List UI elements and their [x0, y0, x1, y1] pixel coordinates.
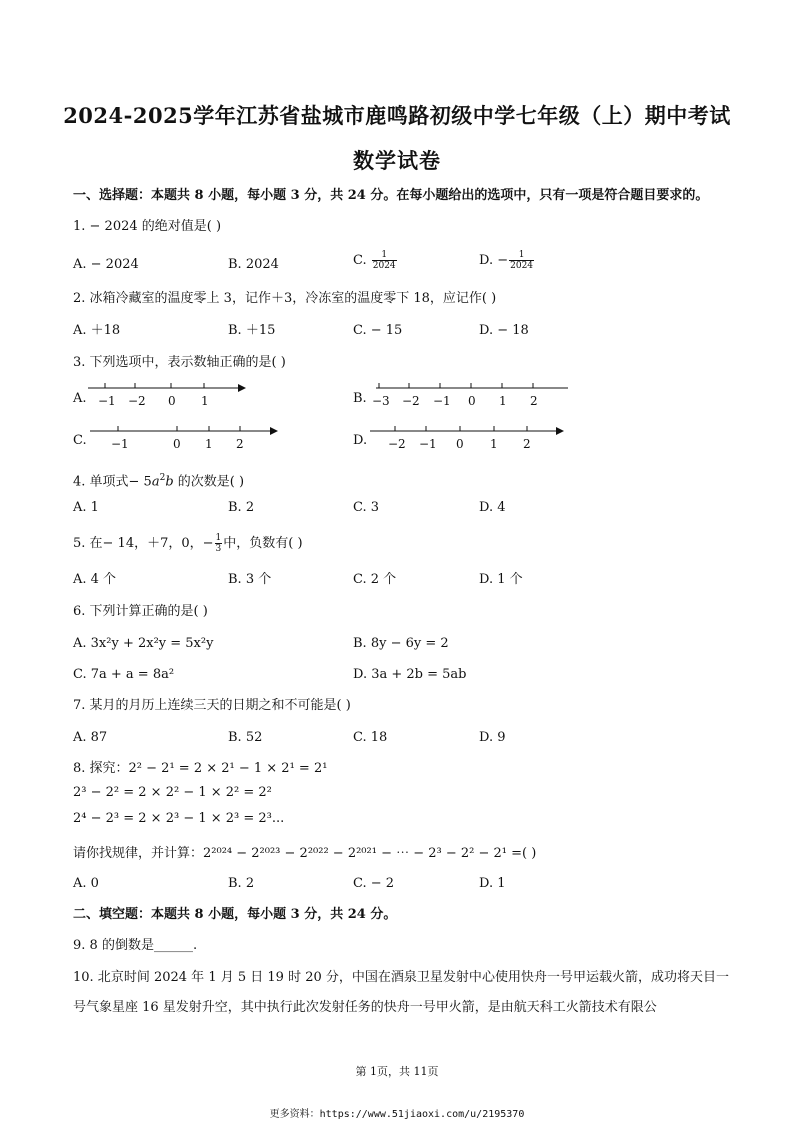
q4-stem-suffix: 的次数是( ) [173, 474, 245, 490]
q2-option-c: C. − 15 [353, 323, 403, 338]
q3-option-d-label: D. [353, 433, 368, 448]
exam-title: 2024-2025学年江苏省盐城市鹿鸣路初级中学七年级（上）期中考试 [63, 103, 731, 128]
tick-label: 0 [173, 437, 181, 451]
q7-option-d: D. 9 [479, 730, 506, 745]
arrow-head [556, 427, 564, 435]
section1-heading: 一、选择题：本题共 8 小题，每小题 3 分，共 24 分。在每小题给出的选项中，只有一项是符合题目要求的。 [73, 188, 709, 203]
tick-label: 0 [456, 437, 464, 451]
arrow-head [238, 384, 246, 392]
q5-option-b: B. 3 个 [228, 572, 272, 587]
q2-option-b: B. ＋15 [228, 323, 276, 338]
tick-label: 1 [205, 437, 213, 451]
q4-option-d: D. 4 [479, 500, 506, 515]
tick-label: −1 [98, 394, 116, 408]
exam-subtitle: 数学试卷 [353, 148, 441, 173]
tick-label: −1 [419, 437, 437, 451]
q1-option-d [479, 250, 535, 271]
q1-stem: 1. − 2024 的绝对值是( ) [73, 219, 222, 234]
tick-label: −3 [372, 394, 390, 408]
tick-label: −2 [402, 394, 420, 408]
q5-stem-suffix: 中，负数有( ) [223, 536, 303, 551]
q8-line3: 2⁴ − 2³ = 2 × 2³ − 1 × 2³ = 2³... [73, 811, 285, 826]
tick-label: −2 [388, 437, 406, 451]
q3-option-a-label: A. [73, 391, 87, 406]
q5-frac-num: 1 [215, 533, 222, 543]
q4-exponent: 2 [159, 473, 166, 483]
q4-option-c: C. 3 [353, 500, 380, 515]
q7-stem: 7. 某月的月历上连续三天的日期之和不可能是( ) [73, 698, 351, 713]
q5-frac-den: 3 [215, 544, 222, 554]
q1-option-c-prefix: C. [353, 253, 371, 268]
q3-number-line-b [372, 382, 571, 410]
q3-number-line-d [370, 425, 568, 453]
q4-stem [73, 469, 244, 491]
q4-var-a: a [151, 474, 160, 490]
q5-option-a: A. 4 个 [73, 572, 117, 587]
q6-option-c: C. 7a + a = 8a² [73, 667, 175, 682]
tick-label: −1 [433, 394, 451, 408]
q4-option-b: B. 2 [228, 500, 255, 515]
q5-fraction [215, 533, 223, 554]
q5-stem-prefix: 5. 在− 14，＋7，0，− [73, 536, 214, 551]
arrow-head [270, 427, 278, 435]
q1-option-b: B. 2024 [228, 257, 279, 272]
q1-option-d-den: 2024 [510, 261, 534, 271]
q6-stem: 6. 下列计算正确的是( ) [73, 604, 208, 619]
q3-option-c-label: C. [73, 433, 87, 448]
tick-label: 1 [201, 394, 209, 408]
q8-line1: 8. 探究：2² − 2¹ = 2 × 2¹ − 1 × 2¹ = 2¹ [73, 761, 328, 776]
tick-label: 0 [168, 394, 176, 408]
q8-option-d: D. 1 [479, 876, 506, 891]
section2-heading: 二、填空题：本题共 8 小题，每小题 3 分，共 24 分。 [73, 907, 397, 922]
q8-line4: 请你找规律，并计算：2²⁰²⁴ − 2²⁰²³ − 2²⁰²² − 2²⁰²¹ − ⋯ − 2³ − 2² − 2¹ =( ) [73, 846, 537, 861]
q3-stem: 3. 下列选项中，表示数轴正确的是( ) [73, 355, 286, 370]
q9-stem: 9. 8 的倒数是______. [73, 938, 198, 953]
q8-option-b: B. 2 [228, 876, 255, 891]
q1-option-d-num: 1 [509, 250, 534, 261]
q3-number-line-a [88, 382, 248, 410]
q5-option-c: C. 2 个 [353, 572, 397, 587]
source-watermark: 更多资料：https://www.51jiaoxi.com/u/2195370 [269, 1109, 525, 1120]
q5-stem [73, 533, 303, 554]
tick-label: −1 [111, 437, 129, 451]
q3-option-b-label: B. [353, 391, 367, 406]
q2-option-d: D. − 18 [479, 323, 529, 338]
tick-label: 2 [236, 437, 244, 451]
q7-option-c: C. 18 [353, 730, 388, 745]
q2-stem: 2. 冰箱冷藏室的温度零上 3，记作＋3，冷冻室的温度零下 18，应记作( ) [73, 291, 497, 306]
tick-label: 1 [490, 437, 498, 451]
q3-number-line-c [90, 425, 282, 453]
q6-option-a: A. 3x²y + 2x²y = 5x²y [73, 636, 214, 651]
tick-label: 0 [468, 394, 476, 408]
q1-option-c-den: 2024 [372, 261, 396, 271]
tick-label: 2 [523, 437, 531, 451]
q7-option-b: B. 52 [228, 730, 263, 745]
tick-label: 1 [499, 394, 507, 408]
q4-stem-prefix: 4. 单项式− 5 [73, 474, 152, 490]
q1-option-d-fraction [509, 250, 534, 271]
q6-option-b: B. 8y − 6y = 2 [353, 636, 449, 651]
q4-var-b: b [165, 474, 174, 490]
q1-option-c-fraction [372, 250, 397, 271]
q4-option-a: A. 1 [73, 500, 99, 515]
q5-option-d: D. 1 个 [479, 572, 523, 587]
q10-text: 10. 北京时间 2024 年 1 月 5 日 19 时 20 分，中国在酒泉卫星发射中心使用快舟一号甲运载火箭，成功将天目一号气象星座 16 星发射升空，其中执行此次发射任务的快舟一号甲火箭，是由航天科工火箭技术有限公 [73, 970, 729, 1015]
tick-label: 2 [530, 394, 538, 408]
q7-option-a: A. 87 [73, 730, 108, 745]
q8-line2: 2³ − 2² = 2 × 2² − 1 × 2² = 2² [73, 785, 272, 800]
q1-option-c-num: 1 [372, 250, 397, 261]
q1-option-c [353, 250, 398, 271]
tick-label: −2 [128, 394, 146, 408]
q1-option-a: A. − 2024 [73, 257, 139, 272]
q6-option-d: D. 3a + 2b = 5ab [353, 667, 467, 682]
q8-option-c: C. − 2 [353, 876, 395, 891]
page-footer: 第 1页，共 11页 [355, 1065, 439, 1078]
q2-option-a: A. ＋18 [73, 323, 121, 338]
q8-option-a: A. 0 [73, 876, 99, 891]
q1-option-d-prefix: D. − [479, 253, 509, 268]
